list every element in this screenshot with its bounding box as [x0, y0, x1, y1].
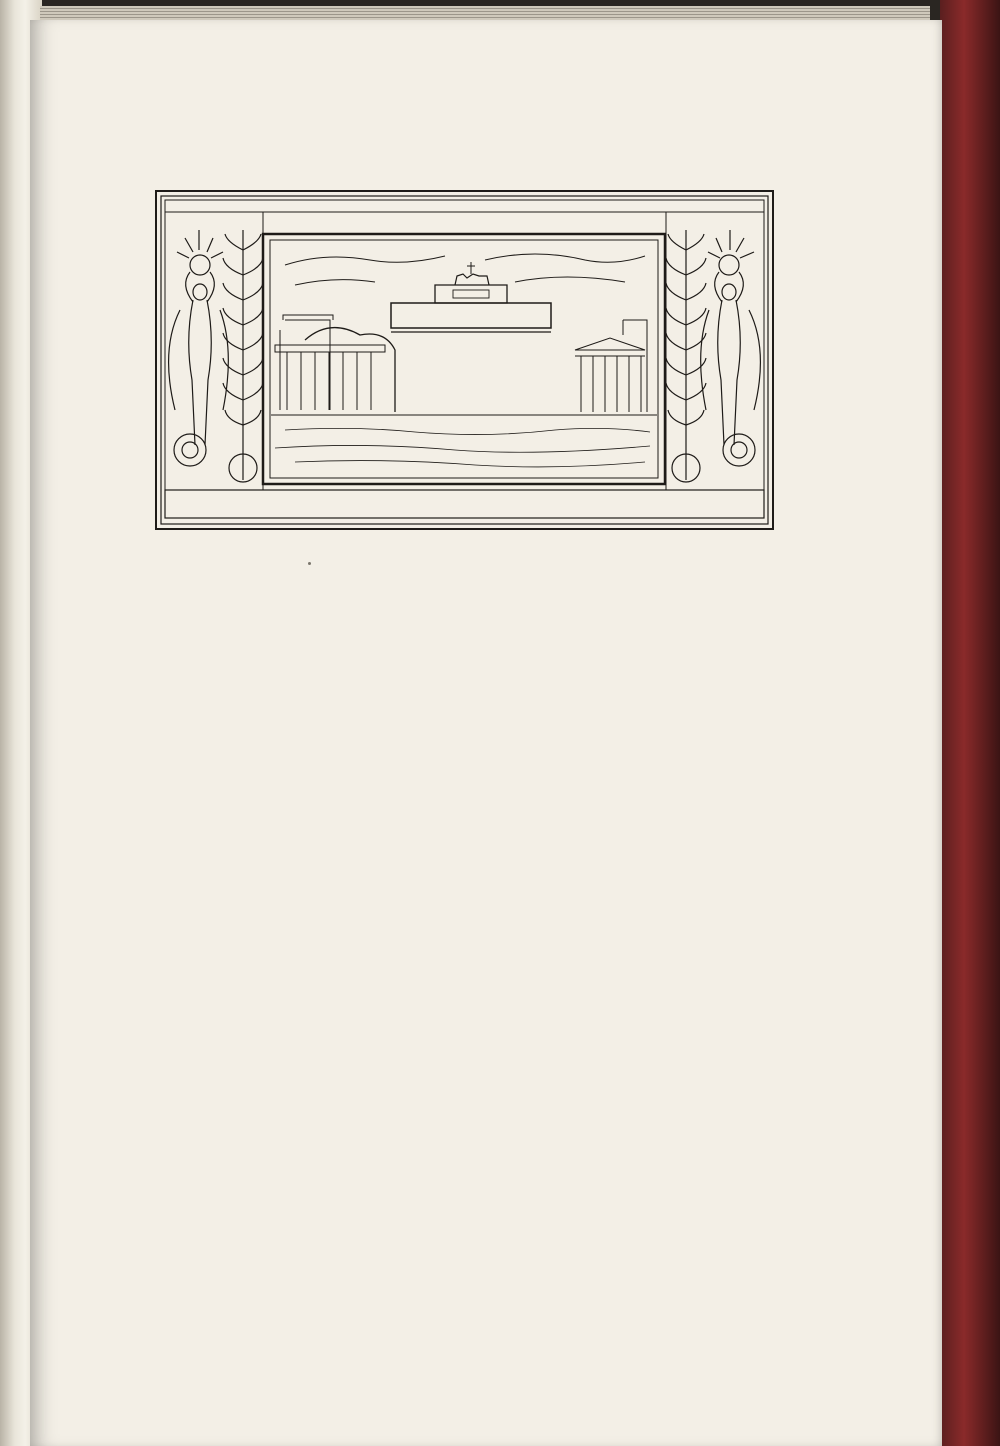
body-text: [155, 600, 783, 602]
page-speck: [308, 562, 311, 565]
book-cover-edge: [940, 0, 1000, 1446]
brandenburg-gate-illustration: [155, 190, 774, 530]
page-edges: [40, 6, 930, 20]
